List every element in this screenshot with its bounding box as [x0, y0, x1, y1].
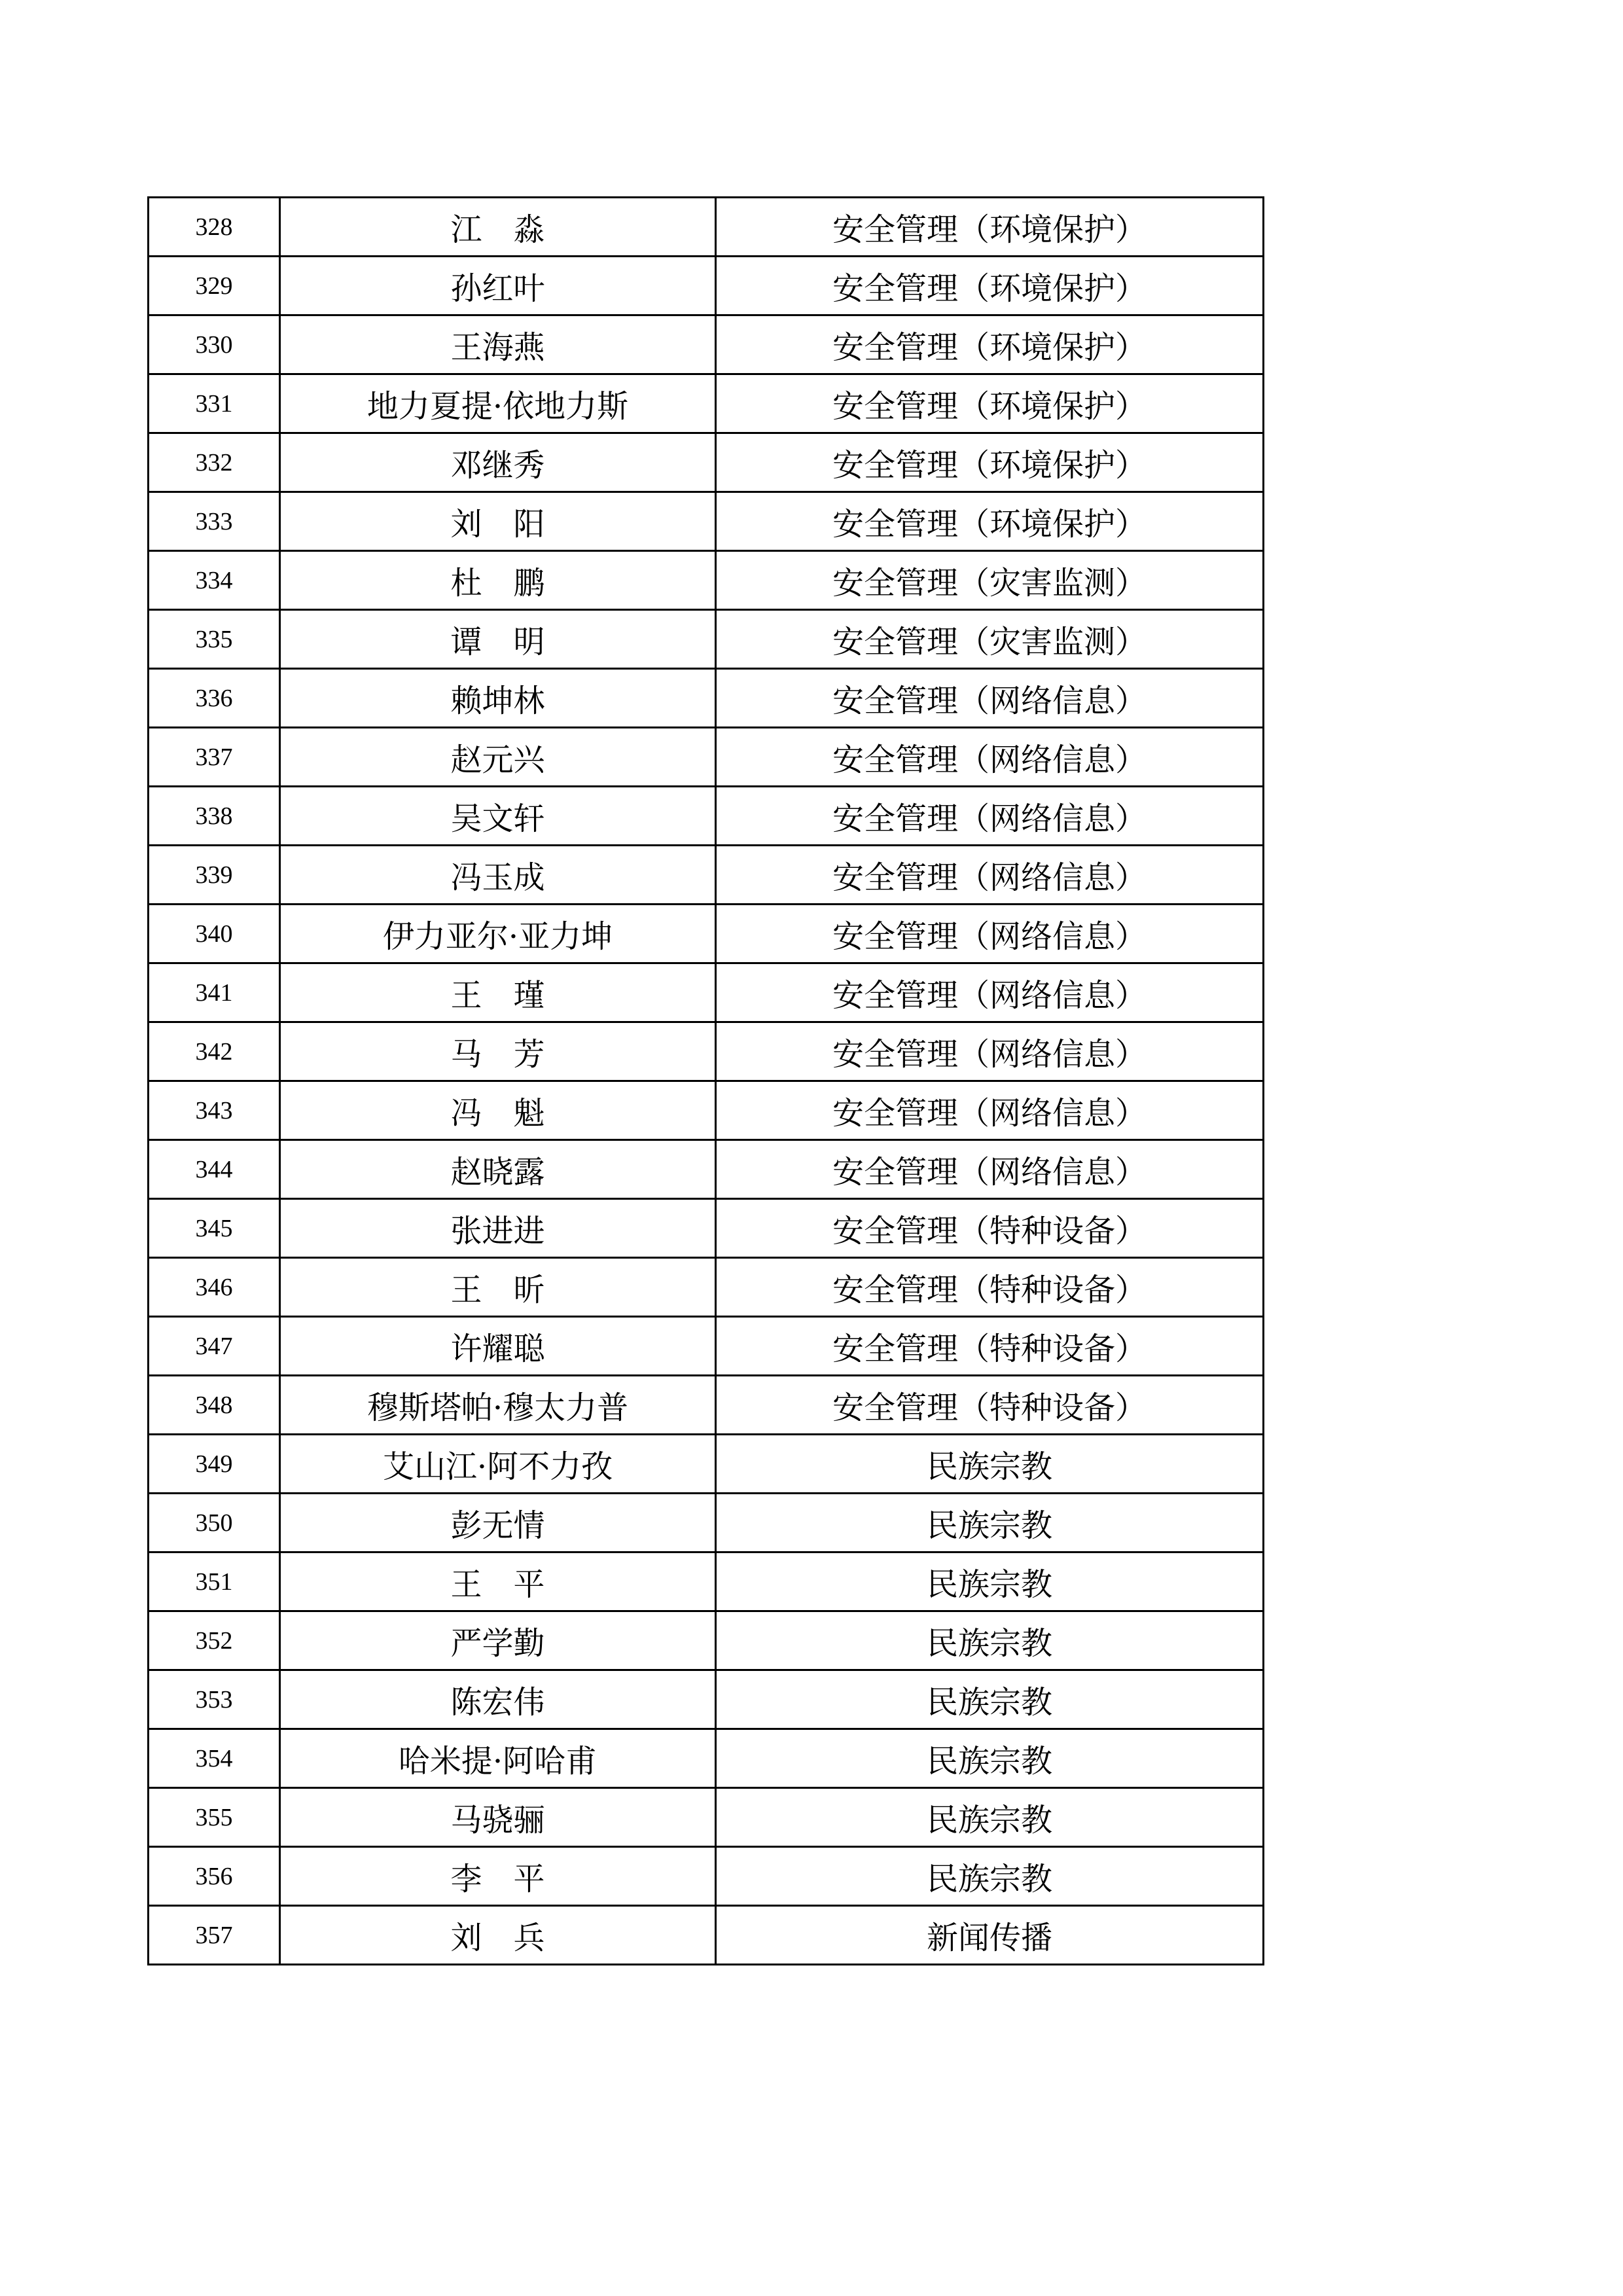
- name-cell: [280, 315, 716, 374]
- row-number-cell: 339: [149, 846, 280, 905]
- person-name: 地力夏提·依地力斯: [366, 388, 629, 425]
- category-cell: [716, 728, 1264, 787]
- row-number-cell: 330: [149, 315, 280, 374]
- category-label: 新闻传播: [926, 1920, 1052, 1956]
- person-name: 王 平: [450, 1566, 545, 1603]
- category-label: 安全管理（特种设备）: [832, 1272, 1147, 1308]
- category-cell: [716, 1494, 1264, 1552]
- person-name: 赵元兴: [450, 742, 545, 778]
- category-cell: [716, 198, 1264, 257]
- name-cell: [280, 846, 716, 905]
- category-label: 民族宗教: [926, 1802, 1052, 1839]
- category-cell: [716, 905, 1264, 963]
- table-row: [149, 846, 1264, 905]
- person-name: 吴文轩: [450, 800, 545, 837]
- row-number-cell: 335: [149, 610, 280, 669]
- category-label: 安全管理（网络信息）: [832, 1095, 1147, 1132]
- row-number-cell: 357: [149, 1906, 280, 1965]
- table-row: [149, 1670, 1264, 1729]
- category-label: 安全管理（环境保护）: [832, 211, 1147, 248]
- category-cell: [716, 492, 1264, 551]
- category-label: 安全管理（网络信息）: [832, 742, 1147, 778]
- table-row: [149, 433, 1264, 492]
- category-label: 安全管理（灾害监测）: [832, 624, 1147, 660]
- category-cell: [716, 1258, 1264, 1317]
- name-cell: [280, 963, 716, 1022]
- table-row: [149, 963, 1264, 1022]
- row-number-cell: 341: [149, 963, 280, 1022]
- row-number-cell: 351: [149, 1552, 280, 1611]
- person-name: 邓继秀: [450, 447, 545, 484]
- table-row: [149, 1611, 1264, 1670]
- category-label: 民族宗教: [926, 1684, 1052, 1721]
- roster-table: [147, 196, 1264, 1965]
- category-label: 安全管理（特种设备）: [832, 1213, 1147, 1249]
- table-row: [149, 1258, 1264, 1317]
- table-row: [149, 1022, 1264, 1081]
- person-name: 刘 兵: [450, 1920, 545, 1956]
- person-name: 马 芳: [450, 1036, 545, 1073]
- category-cell: [716, 787, 1264, 846]
- category-label: 安全管理（网络信息）: [832, 977, 1147, 1014]
- category-cell: [716, 1552, 1264, 1611]
- name-cell: [280, 1435, 716, 1494]
- table-row: [149, 1140, 1264, 1199]
- row-number-cell: 355: [149, 1788, 280, 1847]
- person-name: 江 淼: [450, 211, 545, 248]
- person-name: 赖坤林: [450, 683, 545, 719]
- category-cell: [716, 1317, 1264, 1376]
- row-number-cell: 354: [149, 1729, 280, 1788]
- category-cell: [716, 963, 1264, 1022]
- person-name: 刘 阳: [450, 506, 545, 543]
- category-cell: [716, 669, 1264, 728]
- person-name: 孙红叶: [450, 270, 545, 307]
- table-row: [149, 787, 1264, 846]
- category-label: 安全管理（网络信息）: [832, 918, 1147, 955]
- row-number-cell: 340: [149, 905, 280, 963]
- row-number-cell: 333: [149, 492, 280, 551]
- category-label: 安全管理（环境保护）: [832, 506, 1147, 543]
- person-name: 马骁骊: [450, 1802, 545, 1839]
- person-name: 李 平: [450, 1861, 545, 1897]
- name-cell: [280, 1552, 716, 1611]
- category-cell: [716, 1847, 1264, 1906]
- row-number-cell: 350: [149, 1494, 280, 1552]
- row-number-cell: 346: [149, 1258, 280, 1317]
- table-row: [149, 1552, 1264, 1611]
- name-cell: [280, 1376, 716, 1435]
- category-cell: [716, 1670, 1264, 1729]
- row-number-cell: 349: [149, 1435, 280, 1494]
- category-cell: [716, 1022, 1264, 1081]
- table-row: [149, 1376, 1264, 1435]
- name-cell: [280, 374, 716, 433]
- roster-table-body: [149, 198, 1264, 1965]
- person-name: 伊力亚尔·亚力坤: [382, 918, 613, 955]
- row-number-cell: 328: [149, 198, 280, 257]
- person-name: 张进进: [450, 1213, 545, 1249]
- row-number-cell: 347: [149, 1317, 280, 1376]
- category-label: 安全管理（网络信息）: [832, 859, 1147, 896]
- row-number-cell: 344: [149, 1140, 280, 1199]
- person-name: 王 瑾: [450, 977, 545, 1014]
- person-name: 赵晓露: [450, 1154, 545, 1191]
- person-name: 冯 魁: [450, 1095, 545, 1132]
- name-cell: [280, 1494, 716, 1552]
- category-cell: [716, 610, 1264, 669]
- category-label: 安全管理（特种设备）: [832, 1331, 1147, 1367]
- category-cell: [716, 1906, 1264, 1965]
- name-cell: [280, 492, 716, 551]
- person-name: 陈宏伟: [450, 1684, 545, 1721]
- person-name: 王海燕: [450, 329, 545, 366]
- category-cell: [716, 1140, 1264, 1199]
- table-row: [149, 1317, 1264, 1376]
- name-cell: [280, 198, 716, 257]
- category-cell: [716, 374, 1264, 433]
- name-cell: [280, 1670, 716, 1729]
- row-number-cell: 343: [149, 1081, 280, 1140]
- name-cell: [280, 433, 716, 492]
- row-number-cell: 337: [149, 728, 280, 787]
- category-label: 安全管理（环境保护）: [832, 447, 1147, 484]
- table-row: [149, 610, 1264, 669]
- name-cell: [280, 551, 716, 610]
- category-label: 民族宗教: [926, 1861, 1052, 1897]
- table-row: [149, 1847, 1264, 1906]
- category-label: 安全管理（网络信息）: [832, 683, 1147, 719]
- category-cell: [716, 551, 1264, 610]
- person-name: 许耀聪: [450, 1331, 545, 1367]
- category-label: 安全管理（网络信息）: [832, 1154, 1147, 1191]
- person-name: 艾山江·阿不力孜: [382, 1448, 613, 1485]
- category-cell: [716, 1376, 1264, 1435]
- category-label: 安全管理（环境保护）: [832, 270, 1147, 307]
- category-cell: [716, 1199, 1264, 1258]
- row-number-cell: 331: [149, 374, 280, 433]
- name-cell: [280, 1788, 716, 1847]
- table-row: [149, 1788, 1264, 1847]
- table-row: [149, 492, 1264, 551]
- table-row: [149, 551, 1264, 610]
- person-name: 冯玉成: [450, 859, 545, 896]
- person-name: 彭无情: [450, 1507, 545, 1544]
- category-label: 民族宗教: [926, 1625, 1052, 1662]
- category-label: 安全管理（网络信息）: [832, 800, 1147, 837]
- table-row: [149, 1729, 1264, 1788]
- table-row: [149, 669, 1264, 728]
- person-name: 谭 明: [450, 624, 545, 660]
- table-row: [149, 198, 1264, 257]
- person-name: 杜 鹏: [450, 565, 545, 601]
- category-label: 民族宗教: [926, 1448, 1052, 1485]
- name-cell: [280, 728, 716, 787]
- category-cell: [716, 1788, 1264, 1847]
- name-cell: [280, 1317, 716, 1376]
- row-number-cell: 352: [149, 1611, 280, 1670]
- table-row: [149, 905, 1264, 963]
- row-number-cell: 356: [149, 1847, 280, 1906]
- category-label: 安全管理（环境保护）: [832, 329, 1147, 366]
- category-cell: [716, 257, 1264, 315]
- table-row: [149, 1081, 1264, 1140]
- row-number-cell: 348: [149, 1376, 280, 1435]
- category-cell: [716, 1081, 1264, 1140]
- category-cell: [716, 846, 1264, 905]
- name-cell: [280, 669, 716, 728]
- category-label: 民族宗教: [926, 1566, 1052, 1603]
- name-cell: [280, 1729, 716, 1788]
- person-name: 穆斯塔帕·穆太力普: [366, 1390, 629, 1426]
- table-row: [149, 1199, 1264, 1258]
- row-number-cell: 334: [149, 551, 280, 610]
- category-cell: [716, 1611, 1264, 1670]
- category-label: 民族宗教: [926, 1743, 1052, 1780]
- name-cell: [280, 1906, 716, 1965]
- category-label: 安全管理（特种设备）: [832, 1390, 1147, 1426]
- table-row: [149, 257, 1264, 315]
- name-cell: [280, 257, 716, 315]
- table-row: [149, 315, 1264, 374]
- table-row: [149, 374, 1264, 433]
- person-name: 哈米提·阿哈甫: [398, 1743, 597, 1780]
- name-cell: [280, 1022, 716, 1081]
- name-cell: [280, 1140, 716, 1199]
- table-row: [149, 728, 1264, 787]
- name-cell: [280, 1258, 716, 1317]
- category-label: 安全管理（灾害监测）: [832, 565, 1147, 601]
- name-cell: [280, 1199, 716, 1258]
- row-number-cell: 329: [149, 257, 280, 315]
- name-cell: [280, 610, 716, 669]
- table-row: [149, 1906, 1264, 1965]
- row-number-cell: 345: [149, 1199, 280, 1258]
- table-row: [149, 1435, 1264, 1494]
- category-label: 安全管理（环境保护）: [832, 388, 1147, 425]
- row-number-cell: 332: [149, 433, 280, 492]
- category-cell: [716, 1435, 1264, 1494]
- category-cell: [716, 1729, 1264, 1788]
- category-label: 民族宗教: [926, 1507, 1052, 1544]
- person-name: 严学勤: [450, 1625, 545, 1662]
- name-cell: [280, 1847, 716, 1906]
- table-row: [149, 1494, 1264, 1552]
- row-number-cell: 342: [149, 1022, 280, 1081]
- name-cell: [280, 787, 716, 846]
- name-cell: [280, 1081, 716, 1140]
- category-label: 安全管理（网络信息）: [832, 1036, 1147, 1073]
- row-number-cell: 353: [149, 1670, 280, 1729]
- name-cell: [280, 1611, 716, 1670]
- person-name: 王 昕: [450, 1272, 545, 1308]
- row-number-cell: 336: [149, 669, 280, 728]
- category-cell: [716, 315, 1264, 374]
- category-cell: [716, 433, 1264, 492]
- name-cell: [280, 905, 716, 963]
- row-number-cell: 338: [149, 787, 280, 846]
